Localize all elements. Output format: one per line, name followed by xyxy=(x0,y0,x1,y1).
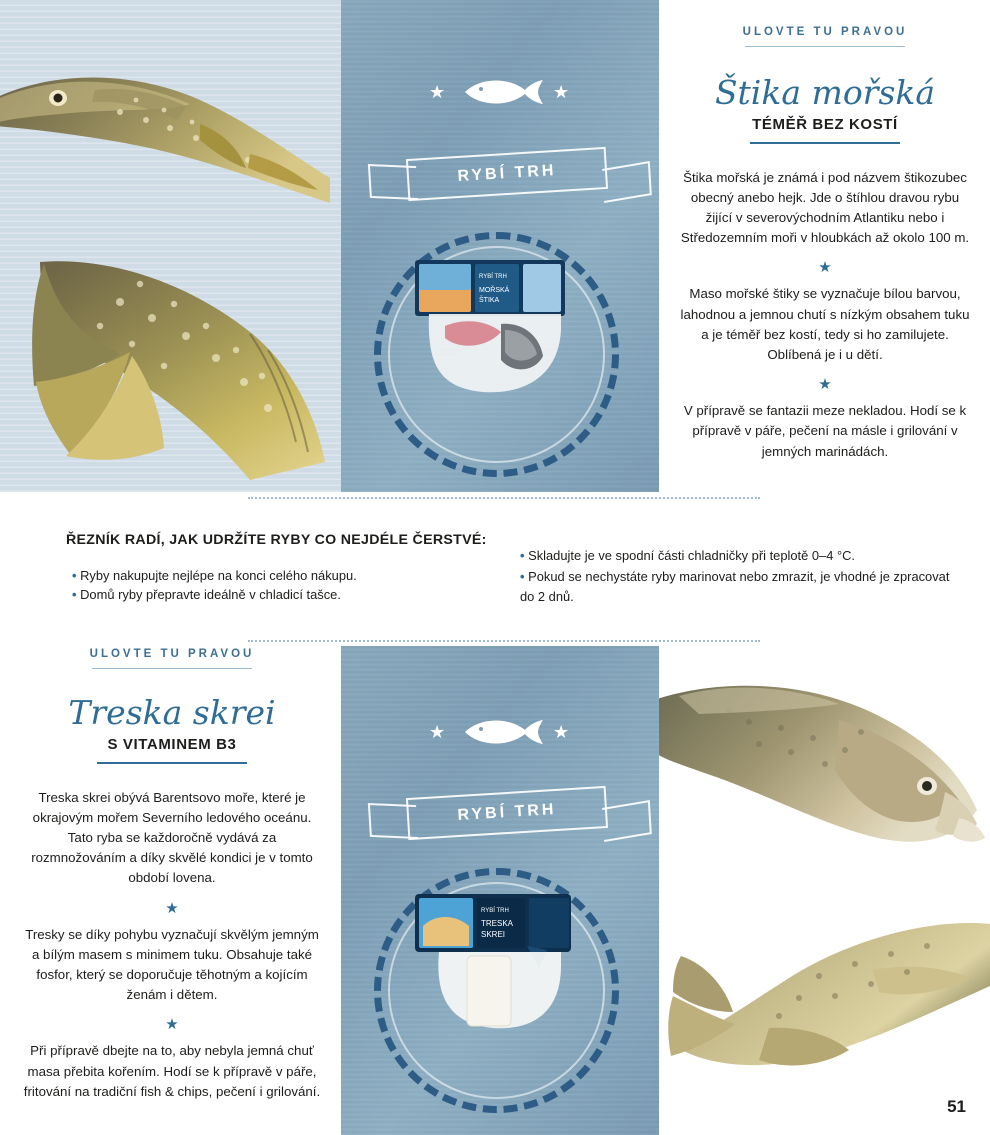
fish-emblem-icon xyxy=(425,712,575,757)
svg-text:★: ★ xyxy=(553,722,570,742)
advice-item-text: Ryby nakupujte nejlépe na konci celého nákupu. xyxy=(80,568,357,583)
advice-heading-block xyxy=(66,532,496,548)
pike-fish-head-photo xyxy=(0,28,330,208)
svg-text:★: ★ xyxy=(553,82,570,102)
bullet-icon: • xyxy=(72,587,77,603)
banner-tail-right xyxy=(602,161,652,203)
pike-fish-tail-photo xyxy=(0,232,330,494)
cod-fish-head-photo xyxy=(659,660,990,882)
kicker-rule xyxy=(745,46,905,47)
banner-label: RYBÍ TRH xyxy=(406,786,608,840)
advice-item xyxy=(72,566,492,585)
section-stika-text xyxy=(680,26,970,462)
advice-item xyxy=(520,567,960,606)
advice-list-right xyxy=(520,546,960,606)
cod-fish-tail-photo xyxy=(659,900,990,1100)
star-divider-icon: ★ xyxy=(165,899,179,917)
banner-tail-right xyxy=(602,800,652,842)
advice-item xyxy=(72,585,492,604)
banner-label: RYBÍ TRH xyxy=(406,147,608,201)
advice-item-text: Pokud se nechystáte ryby marinovat nebo zmrazit, je vhodné je zpracovat do 2 dnů. xyxy=(520,569,950,604)
subtitle-rule xyxy=(750,142,900,144)
rybi-trh-banner xyxy=(365,774,655,854)
svg-text:MOŘSKÁ: MOŘSKÁ xyxy=(479,287,510,294)
svg-text:ŠTIKA: ŠTIKA xyxy=(479,297,500,304)
advice-item xyxy=(520,546,960,565)
paragraph-2: Tresky se díky pohybu vyznačují skvělým jemným a bílým masem s minimem tuku. Obsahuje také fosfor, který se doporučuje těhotným a kojícím ženám i dětem. xyxy=(25,926,319,1003)
bullet-icon: • xyxy=(520,569,525,585)
subtitle-stika: TÉMĚŘ BEZ KOSTÍ xyxy=(752,116,898,133)
product-package-treska xyxy=(409,886,589,1036)
svg-text:RYBÍ TRH: RYBÍ TRH xyxy=(481,908,509,914)
bottom-blue-panel xyxy=(341,646,659,1135)
title-stika: Štika mořská xyxy=(714,73,936,112)
bullet-icon: • xyxy=(72,568,77,583)
page-number: 51 xyxy=(947,1097,966,1116)
fish-emblem-icon xyxy=(425,72,575,117)
section-treska-text xyxy=(22,648,322,1102)
advice-list-left xyxy=(72,566,492,605)
paragraph-2: Maso mořské štiky se vyznačuje bílou barvou, lahodnou a jemnou chutí s nízkým obsahem tuku a je téměř bez kostí, tedy si ho zamilujete. Oblíbená je i u dětí. xyxy=(680,286,970,362)
star-divider-icon: ★ xyxy=(165,1016,179,1034)
svg-text:★: ★ xyxy=(429,82,446,102)
kicker-rule xyxy=(92,668,252,669)
star-divider-icon: ★ xyxy=(818,376,832,394)
dotted-separator-bottom xyxy=(248,640,760,642)
product-package-stika xyxy=(409,252,589,397)
star-divider-icon: ★ xyxy=(818,259,832,277)
paragraph-1: Štika mořská je známá i pod názvem štikozubec obecný anebo hejk. Jde o štíhlou dravou rybu žijící v severovýchodním Atlantiku nebo i Středozemním moři v hloubkách až okolo 100 m. xyxy=(680,169,970,246)
svg-text:TRESKA: TRESKA xyxy=(481,919,514,928)
svg-text:RYBÍ TRH: RYBÍ TRH xyxy=(479,274,507,280)
title-treska: Treska skrei xyxy=(68,693,276,732)
kicker-treska: ULOVTE TU PRAVOU xyxy=(89,648,255,660)
svg-text:SKREI: SKREI xyxy=(481,930,506,939)
kicker-stika: ULOVTE TU PRAVOU xyxy=(742,26,908,38)
rybi-trh-banner xyxy=(365,135,655,215)
advice-item-text: Domů ryby přepravte ideálně v chladicí tašce. xyxy=(80,587,341,603)
dotted-separator-top xyxy=(248,497,760,499)
paragraph-3: V přípravě se fantazii meze nekladou. Hodí se k přípravě v páře, pečení na másle i grilování v jemných marinádách. xyxy=(683,403,967,459)
advice-heading: ŘEZNÍK RADÍ, JAK UDRŽÍTE RYBY CO NEJDÉLE ČERSTVÉ: xyxy=(66,532,487,548)
bullet-icon: • xyxy=(520,548,525,563)
advice-item-text: Skladujte je ve spodní části chladničky při teplotě 0–4 °C. xyxy=(528,548,855,563)
paragraph-1: Treska skrei obývá Barentsovo moře, které je okrajovým mořem Severního ledového oceánu. Tato ryba se každoročně vydává za rozmnožováním a díky skvělé kondici je v tomto období lovena. xyxy=(31,789,313,886)
top-blue-panel xyxy=(341,0,659,492)
svg-text:★: ★ xyxy=(429,722,446,742)
subtitle-treska: S VITAMINEM B3 xyxy=(107,736,237,753)
paragraph-3: Při přípravě dbejte na to, aby nebyla jemná chuť masa přebita kořením. Hodí se k přípravě v páře, fritování na tradiční fish & chips, pečení i grilování. xyxy=(23,1043,321,1099)
subtitle-rule xyxy=(97,762,247,764)
